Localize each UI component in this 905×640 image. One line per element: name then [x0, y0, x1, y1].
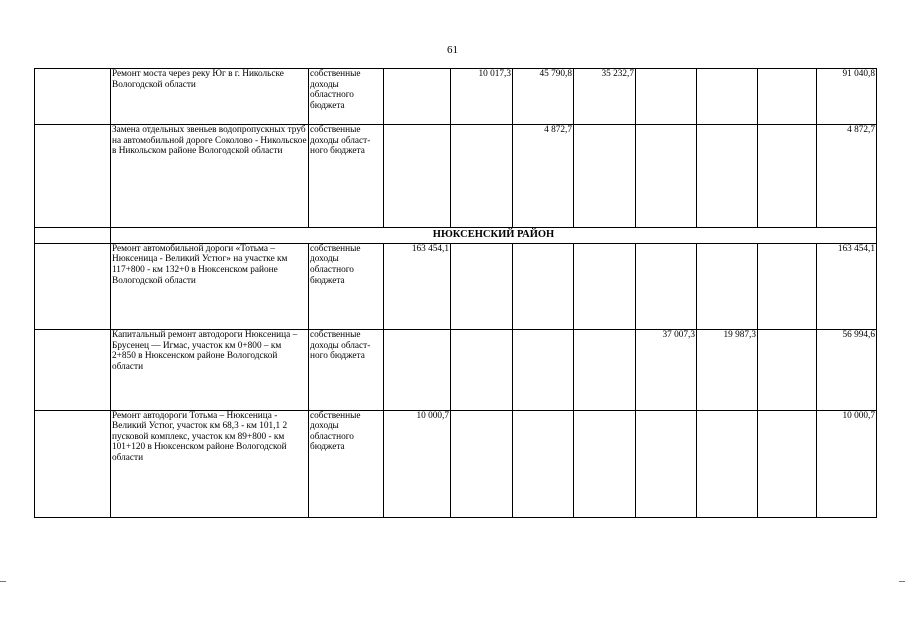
amount-cell — [758, 243, 817, 329]
amount-cell — [697, 125, 758, 227]
row-number-cell — [35, 410, 111, 518]
amount-cell — [451, 243, 513, 329]
project-name-cell: Ремонт моста через реку Юг в г. Никольске Вологодской области — [111, 69, 309, 125]
project-name-cell: Замена отдельных звеньев водопропускных труб на автомобильной дороге Соколово - Никольское в Никольском районе Вологодской области — [111, 125, 309, 227]
amount-cell — [384, 125, 451, 227]
table-row — [35, 410, 877, 518]
amount-cell — [574, 125, 636, 227]
amount-cell — [697, 69, 758, 125]
project-name-cell: Ремонт автодороги Тотьма – Нюксеница - Великий Устюг, участок км 68,3 - км 101,1 2 пусковой комплекс, участок км 89+800 - км 101+120 в Нюксенском районе Вологодской области — [111, 410, 309, 518]
amount-cell — [451, 410, 513, 518]
row-number-cell — [35, 69, 111, 125]
total-amount-cell: 56 994,6 — [817, 330, 877, 410]
table-row — [35, 243, 877, 329]
project-name-cell: Ремонт автомобильной дороги «Тотьма – Нюксеница - Великий Устюг» на участке км 117+800 - км 132+0 в Нюксенском районе Вологодской области — [111, 243, 309, 329]
amount-cell: 10 017,3 — [451, 69, 513, 125]
amount-cell — [636, 243, 697, 329]
amount-cell — [636, 125, 697, 227]
amount-cell: 10 000,7 — [384, 410, 451, 518]
table-row — [35, 69, 877, 125]
district-section — [35, 227, 877, 243]
funding-source-cell: собственные доходы областного бюджета — [309, 410, 384, 518]
funding-source-cell: собственные доходы областного бюджета — [309, 69, 384, 125]
page-edge-mark-left — [0, 581, 6, 582]
amount-cell: 37 007,3 — [636, 330, 697, 410]
funding-source-cell: собственные доходы област-ного бюджета — [309, 330, 384, 410]
amount-cell — [758, 410, 817, 518]
amount-cell: 4 872,7 — [513, 125, 574, 227]
district-row — [35, 227, 877, 243]
amount-cell — [513, 243, 574, 329]
amount-cell — [636, 410, 697, 518]
row-number-cell — [35, 330, 111, 410]
amount-cell: 45 790,8 — [513, 69, 574, 125]
amount-cell — [697, 243, 758, 329]
amount-cell — [697, 410, 758, 518]
amount-cell — [574, 330, 636, 410]
total-amount-cell: 10 000,7 — [817, 410, 877, 518]
amount-cell — [451, 125, 513, 227]
funding-source-cell: собственные доходы областного бюджета — [309, 243, 384, 329]
amount-cell — [574, 410, 636, 518]
page-number: 61 — [447, 44, 458, 56]
table-row — [35, 330, 877, 410]
amount-cell — [384, 330, 451, 410]
total-amount-cell: 4 872,7 — [817, 125, 877, 227]
row-number-cell — [35, 243, 111, 329]
rows-after-district — [35, 243, 877, 517]
district-title: НЮКСЕНСКИЙ РАЙОН — [111, 227, 877, 243]
amount-cell: 19 987,3 — [697, 330, 758, 410]
amount-cell — [451, 330, 513, 410]
total-amount-cell: 91 040,8 — [817, 69, 877, 125]
rows-before-district — [35, 69, 877, 228]
amount-cell — [384, 69, 451, 125]
amount-cell: 163 454,1 — [384, 243, 451, 329]
amount-cell — [513, 330, 574, 410]
funding-source-cell: собственные доходы област-ного бюджета — [309, 125, 384, 227]
project-name-cell: Капитальный ремонт автодороги Нюксеница – Брусенец — Игмас, участок км 0+800 – км 2+850 в Нюксенском районе Вологодской области — [111, 330, 309, 410]
amount-cell — [513, 410, 574, 518]
district-row-blank-cell — [35, 227, 111, 243]
page-edge-mark-right — [899, 581, 905, 582]
amount-cell — [758, 330, 817, 410]
amount-cell — [636, 69, 697, 125]
total-amount-cell: 163 454,1 — [817, 243, 877, 329]
amount-cell — [758, 125, 817, 227]
row-number-cell — [35, 125, 111, 227]
budget-table — [34, 68, 877, 518]
amount-cell — [574, 243, 636, 329]
amount-cell: 35 232,7 — [574, 69, 636, 125]
amount-cell — [758, 69, 817, 125]
table-row — [35, 125, 877, 227]
